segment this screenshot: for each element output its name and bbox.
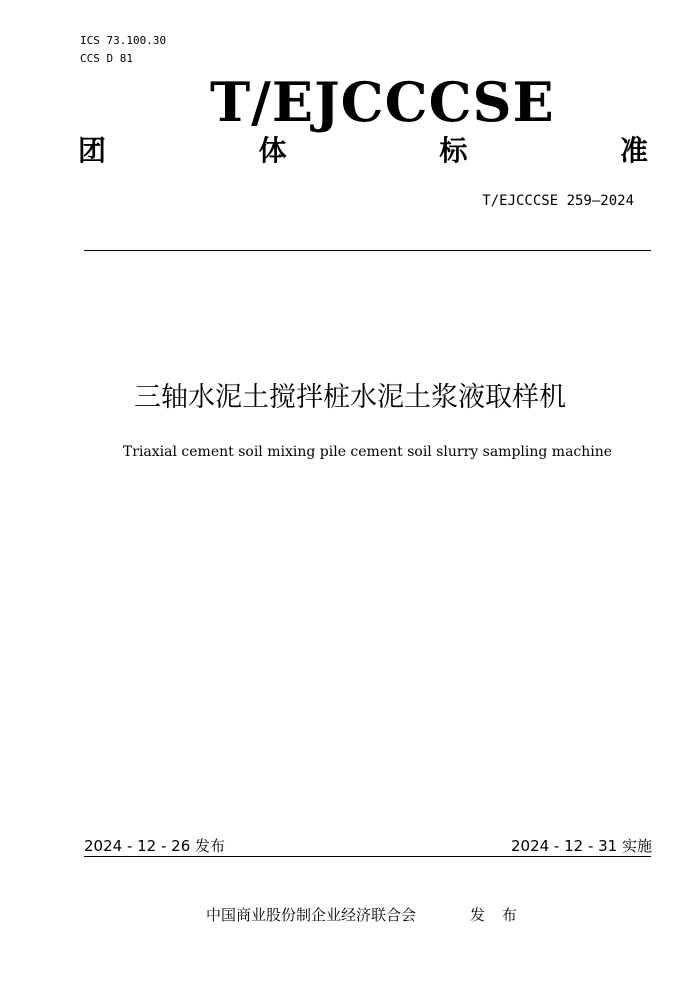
standard-type — [78, 134, 648, 168]
publisher-name: 中国商业股份制企业经济联合会 — [206, 906, 417, 924]
standard-type-char: 准 — [619, 134, 648, 167]
standard-type-char: 团 — [78, 134, 107, 167]
bottom-divider — [84, 856, 651, 857]
publish-label: 发 布 — [470, 906, 523, 924]
standard-type-char: 标 — [439, 134, 468, 167]
ics-code: ICS 73.100.30 — [80, 34, 167, 47]
standard-number: T/EJCCCSE 259—2024 — [482, 193, 634, 209]
standard-type-char: 体 — [258, 134, 287, 167]
top-divider — [84, 250, 651, 251]
organization-code: T/EJCCCSE — [210, 70, 555, 134]
implementation-date: 2024 - 12 - 31 实施 — [510, 837, 652, 855]
title-english: Triaxial cement soil mixing pile cement soil slurry sampling machine — [122, 444, 613, 460]
issue-date: 2024 - 12 - 26 发布 — [84, 837, 226, 855]
title-chinese: 三轴水泥土搅拌桩水泥土浆液取样机 — [134, 382, 566, 413]
ccs-code: CCS D 81 — [80, 52, 133, 65]
